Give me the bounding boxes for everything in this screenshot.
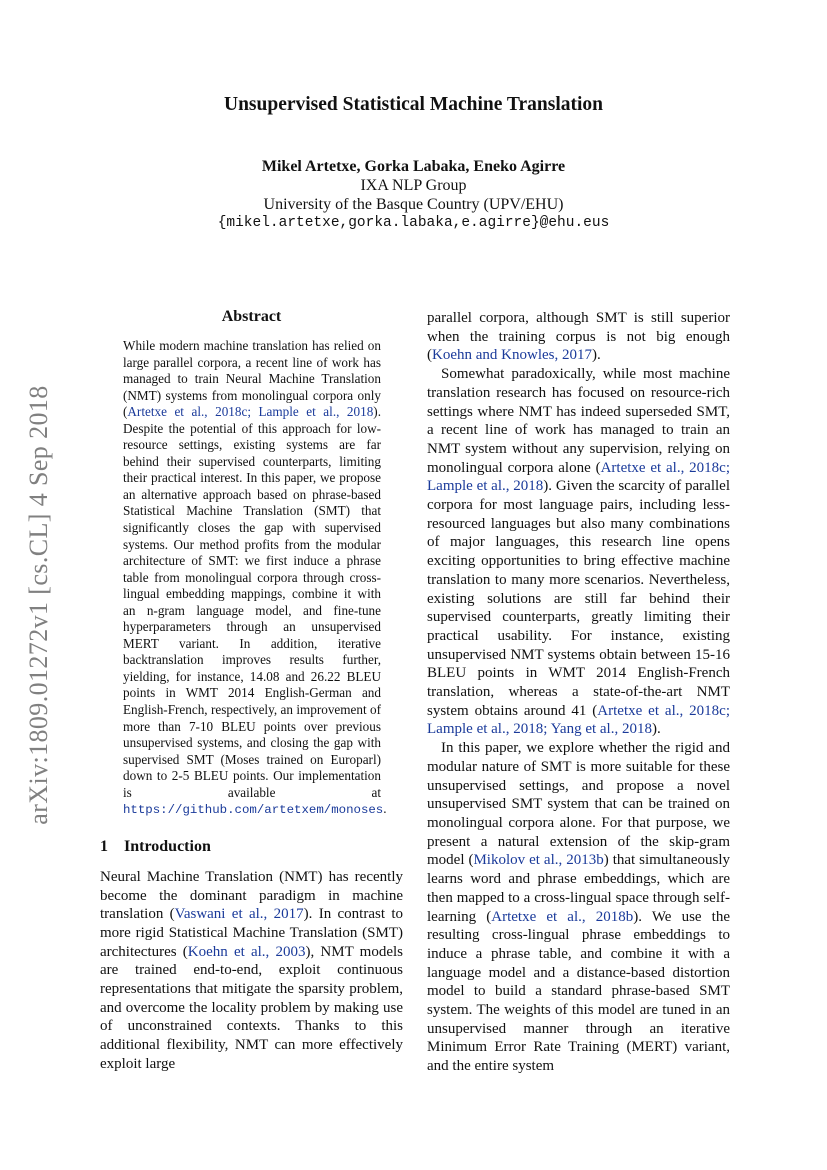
citation-link[interactable]: Koehn et al., 2003 <box>187 943 306 960</box>
citation-link[interactable]: Artetxe et al., 2018c; Lample et al., 2018 <box>127 404 374 420</box>
abstract-heading: Abstract <box>221 308 282 325</box>
arxiv-sidebar <box>22 370 56 840</box>
author-group: IXA NLP Group <box>360 177 467 194</box>
citation-link[interactable]: Mikolov et al., 2013b <box>473 852 604 869</box>
arxiv-identifier: arXiv:1809.01272v1 [cs.CL] 4 Sep 2018 <box>24 385 53 825</box>
intro-paragraph-3: In this paper, we explore whether the rigid and modular nature of SMT is more suitable for these unsupervised settings, and propose a novel unsupervised SMT system that can be trained on monolingual corpora alone. For that purpose, we present a natural extension of the skip-gram model (Mikolov et al., 2013b) that simultaneously learns word and phrase embeddings, which are then mapped to a cross-lingual space through self-learning (Artetxe et al., 2018b). We use the resulting cross-lingual phrase embeddings to induce a phrase table, and combine it with a language model and a distance-based distortion model to build a standard phrase-based SMT system. The weights of this model are tuned in an unsupervised manner through an iterative Minimum Error Rate Training (MERT) variant, and the entire system <box>427 740 731 1075</box>
citation-link[interactable]: Vaswani et al., 2017 <box>174 906 304 923</box>
left-column <box>100 308 403 1074</box>
paper-title: Unsupervised Statistical Machine Translation <box>223 94 603 115</box>
citation-link[interactable]: Koehn and Knowles, 2017 <box>432 347 592 364</box>
author-names: Mikel Artetxe, Gorka Labaka, Eneko Agirre <box>261 158 566 175</box>
intro-paragraph-1-start: Neural Machine Translation (NMT) has recently become the dominant paradigm in machine translation (Vaswani et al., 2017). In contrast to more rigid Statistical Machine Translation (SMT) architectures (Koehn et al., 2003), NMT models are trained end-to-end, exploit continuous representations that mitigate the sparsity problem, and overcome the locality problem by making use of unconstrained contexts. Thanks to this additional flexibility, NMT can more effectively exploit large <box>100 868 403 1072</box>
author-university: University of the Basque Country (UPV/EHU) <box>263 196 564 213</box>
section-heading-introduction <box>100 838 403 856</box>
repository-url-link[interactable]: https://github.com/artetxem/monoses <box>123 803 384 818</box>
citation-link[interactable]: Artetxe et al., 2018c; Lample et al., 2018 <box>427 459 730 495</box>
right-column <box>427 309 730 1076</box>
abstract-text: While modern machine translation has relied on large parallel corpora, a recent line of work has managed to train Neural Machine Translation (NMT) systems from monolingual corpora only (Artetxe et al., 2018c; Lample et al., 2018). Despite the potential of this approach for low-resource settings, existing systems are far behind their supervised counterparts, limiting their practical interest. In this paper, we propose an alternative approach based on phrase-based Statistical Machine Translation (SMT) that significantly closes the gap with supervised systems. Our method profits from the modular architecture of SMT: we first induce a phrase table from monolingual corpora through cross-lingual embedding mappings, combine it with an n-gram language model, and fine-tune hyperparameters through an unsupervised MERT variant. In addition, iterative backtranslation improves results further, yielding, for instance, 14.08 and 26.22 BLEU points in WMT 2014 English-German and English-French, respectively, an improvement of more than 7-10 BLEU points over previous unsupervised systems, and closing the gap with supervised SMT (Moses trained on Europarl) down to 2-5 BLEU points. Our implementation is available at https://github.com/artetxem/monoses. <box>123 338 387 818</box>
citation-link[interactable]: Artetxe et al., 2018b <box>491 908 634 925</box>
author-block <box>0 157 827 233</box>
citation-link[interactable]: Artetxe et al., 2018c; Lample et al., 2018; Yang et al., 2018 <box>427 702 730 738</box>
intro-paragraph-2: Somewhat paradoxically, while most machine translation research has focused on resource-rich settings where NMT has indeed superseded SMT, a recent line of work has managed to train an NMT system without any supervision, relying on monolingual corpora alone (Artetxe et al., 2018c; Lample et al., 2018). Given the scarcity of parallel corpora for most language pairs, including less-resourced languages but also many combinations of major languages, this research line opens exciting opportunities to bring effective machine translation to many more scenarios. Nevertheless, existing solutions are still far behind their supervised counterparts, greatly limiting their practical usability. For instance, existing unsupervised NMT systems obtain between 15-16 BLEU points in WMT 2014 English-French translation, whereas a state-of-the-art NMT system obtains around 41 (Artetxe et al., 2018c; Lample et al., 2018; Yang et al., 2018). <box>427 366 730 738</box>
author-email: {mikel.artetxe,gorka.labaka,e.agirre}@ehu.eus <box>217 215 610 231</box>
section-title: Introduction <box>124 837 211 855</box>
section-number: 1 <box>100 837 108 855</box>
intro-paragraph-1-end: parallel corpora, although SMT is still superior when the training corpus is not big enough (Koehn and Knowles, 2017). <box>427 310 730 364</box>
